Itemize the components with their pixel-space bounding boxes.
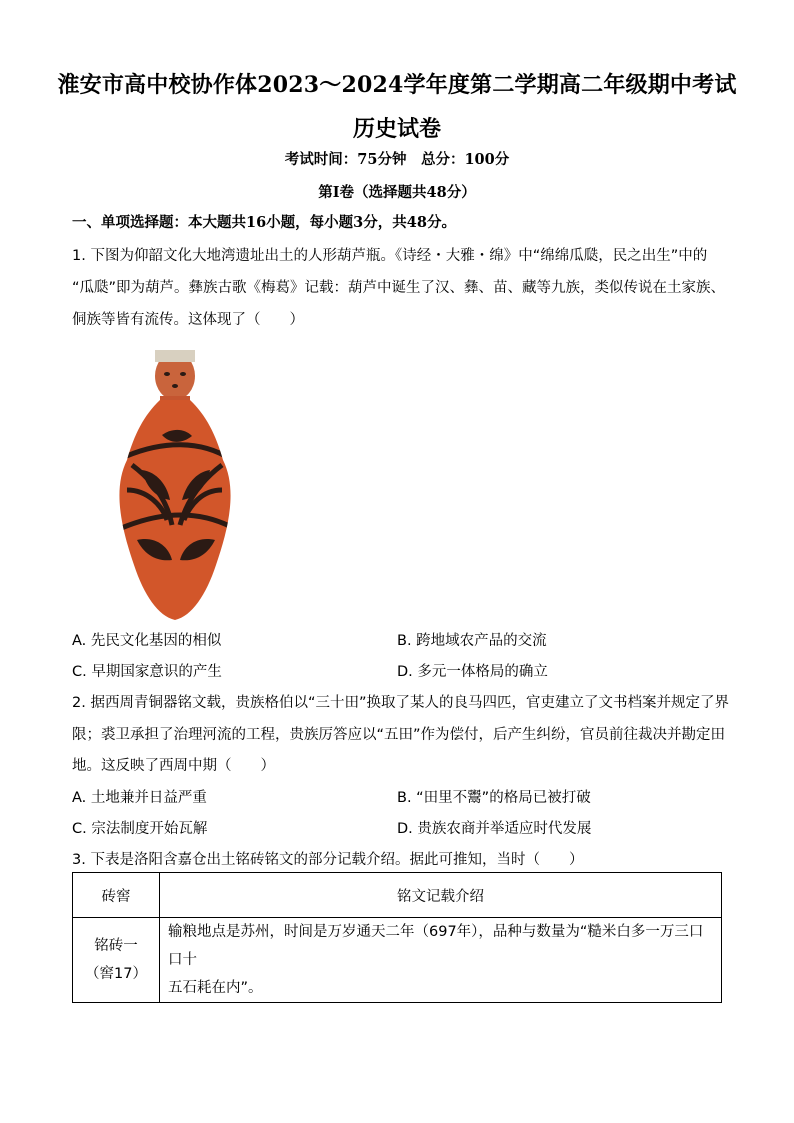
table-header-inscription: 铭文记载介绍	[160, 873, 722, 918]
q2-option-c[interactable]: C. 宗法制度开始瓦解	[72, 821, 208, 837]
q1-line-2: “瓜瓞”即为葫芦。彝族古歌《梅葛》记载：葫芦中诞生了汉、彝、苗、藏等九族，类似传说在土家族、	[72, 280, 726, 296]
q1-line-3: 侗族等皆有流传。这体现了（ ）	[72, 312, 304, 328]
q1-line-1: 1. 下图为仰韶文化大地湾遗址出土的人形葫芦瓶。《诗经・大雅・绵》中“绵绵瓜瓞，民之出生”中的	[72, 248, 708, 264]
subject-title: 历史试卷	[352, 116, 441, 142]
inscription-line-1: 输粮地点是苏州，时间是万岁通天二年（697年），品种与数量为“糙米白多一万三口口十	[168, 924, 704, 968]
q1-option-a[interactable]: A. 先民文化基因的相似	[72, 633, 222, 649]
exam-title: 淮安市高中校协作体2023～2024学年度第二学期高二年级期中考试	[57, 72, 737, 98]
q2-line-2: 限；裘卫承担了治理河流的工程，贵族厉答应以“五田”作为偿付，后产生纠纷，官员前往裁决并勘定田	[72, 727, 726, 743]
q2-line-3: 地。这反映了西周中期（ ）	[72, 758, 275, 774]
q3-line-1: 3. 下表是洛阳含嘉仓出土铭砖铭文的部分记载介绍。据此可推知，当时（ ）	[72, 852, 584, 868]
section-heading: 一、单项选择题：本大题共16小题，每小题3分，共48分。	[72, 214, 456, 231]
q2-option-b[interactable]: B. “田里不鬻”的格局已被打破	[397, 790, 591, 806]
kiln-line-1: 铭砖一	[94, 938, 138, 954]
q1-option-d[interactable]: D. 多元一体格局的确立	[397, 664, 548, 680]
table-cell-inscription	[160, 918, 722, 1003]
table-cell-kiln	[73, 918, 160, 1003]
kiln-line-2: （窖17）	[85, 966, 147, 982]
gourd-vase-image	[72, 340, 278, 624]
exam-info: 考试时间：75分钟 总分：100分	[284, 151, 510, 168]
q1-option-c[interactable]: C. 早期国家意识的产生	[72, 664, 222, 680]
q2-option-a[interactable]: A. 土地兼并日益严重	[72, 790, 207, 806]
inscription-line-2: 五石耗在内”。	[168, 980, 263, 996]
q1-option-b[interactable]: B. 跨地域农产品的交流	[397, 633, 547, 649]
table-header-row	[73, 873, 722, 918]
q2-option-d[interactable]: D. 贵族农商并举适应时代发展	[397, 821, 592, 837]
inscription-table	[72, 872, 722, 1003]
table-header-kiln: 砖窖	[73, 873, 160, 918]
q2-line-1: 2. 据西周青铜器铭文载，贵族格伯以“三十田”换取了某人的良马四匹，官吏建立了文书档案并规定了界	[72, 695, 729, 711]
part-heading: 第Ⅰ卷（选择题共48分）	[318, 184, 476, 201]
table-row	[73, 918, 722, 1003]
